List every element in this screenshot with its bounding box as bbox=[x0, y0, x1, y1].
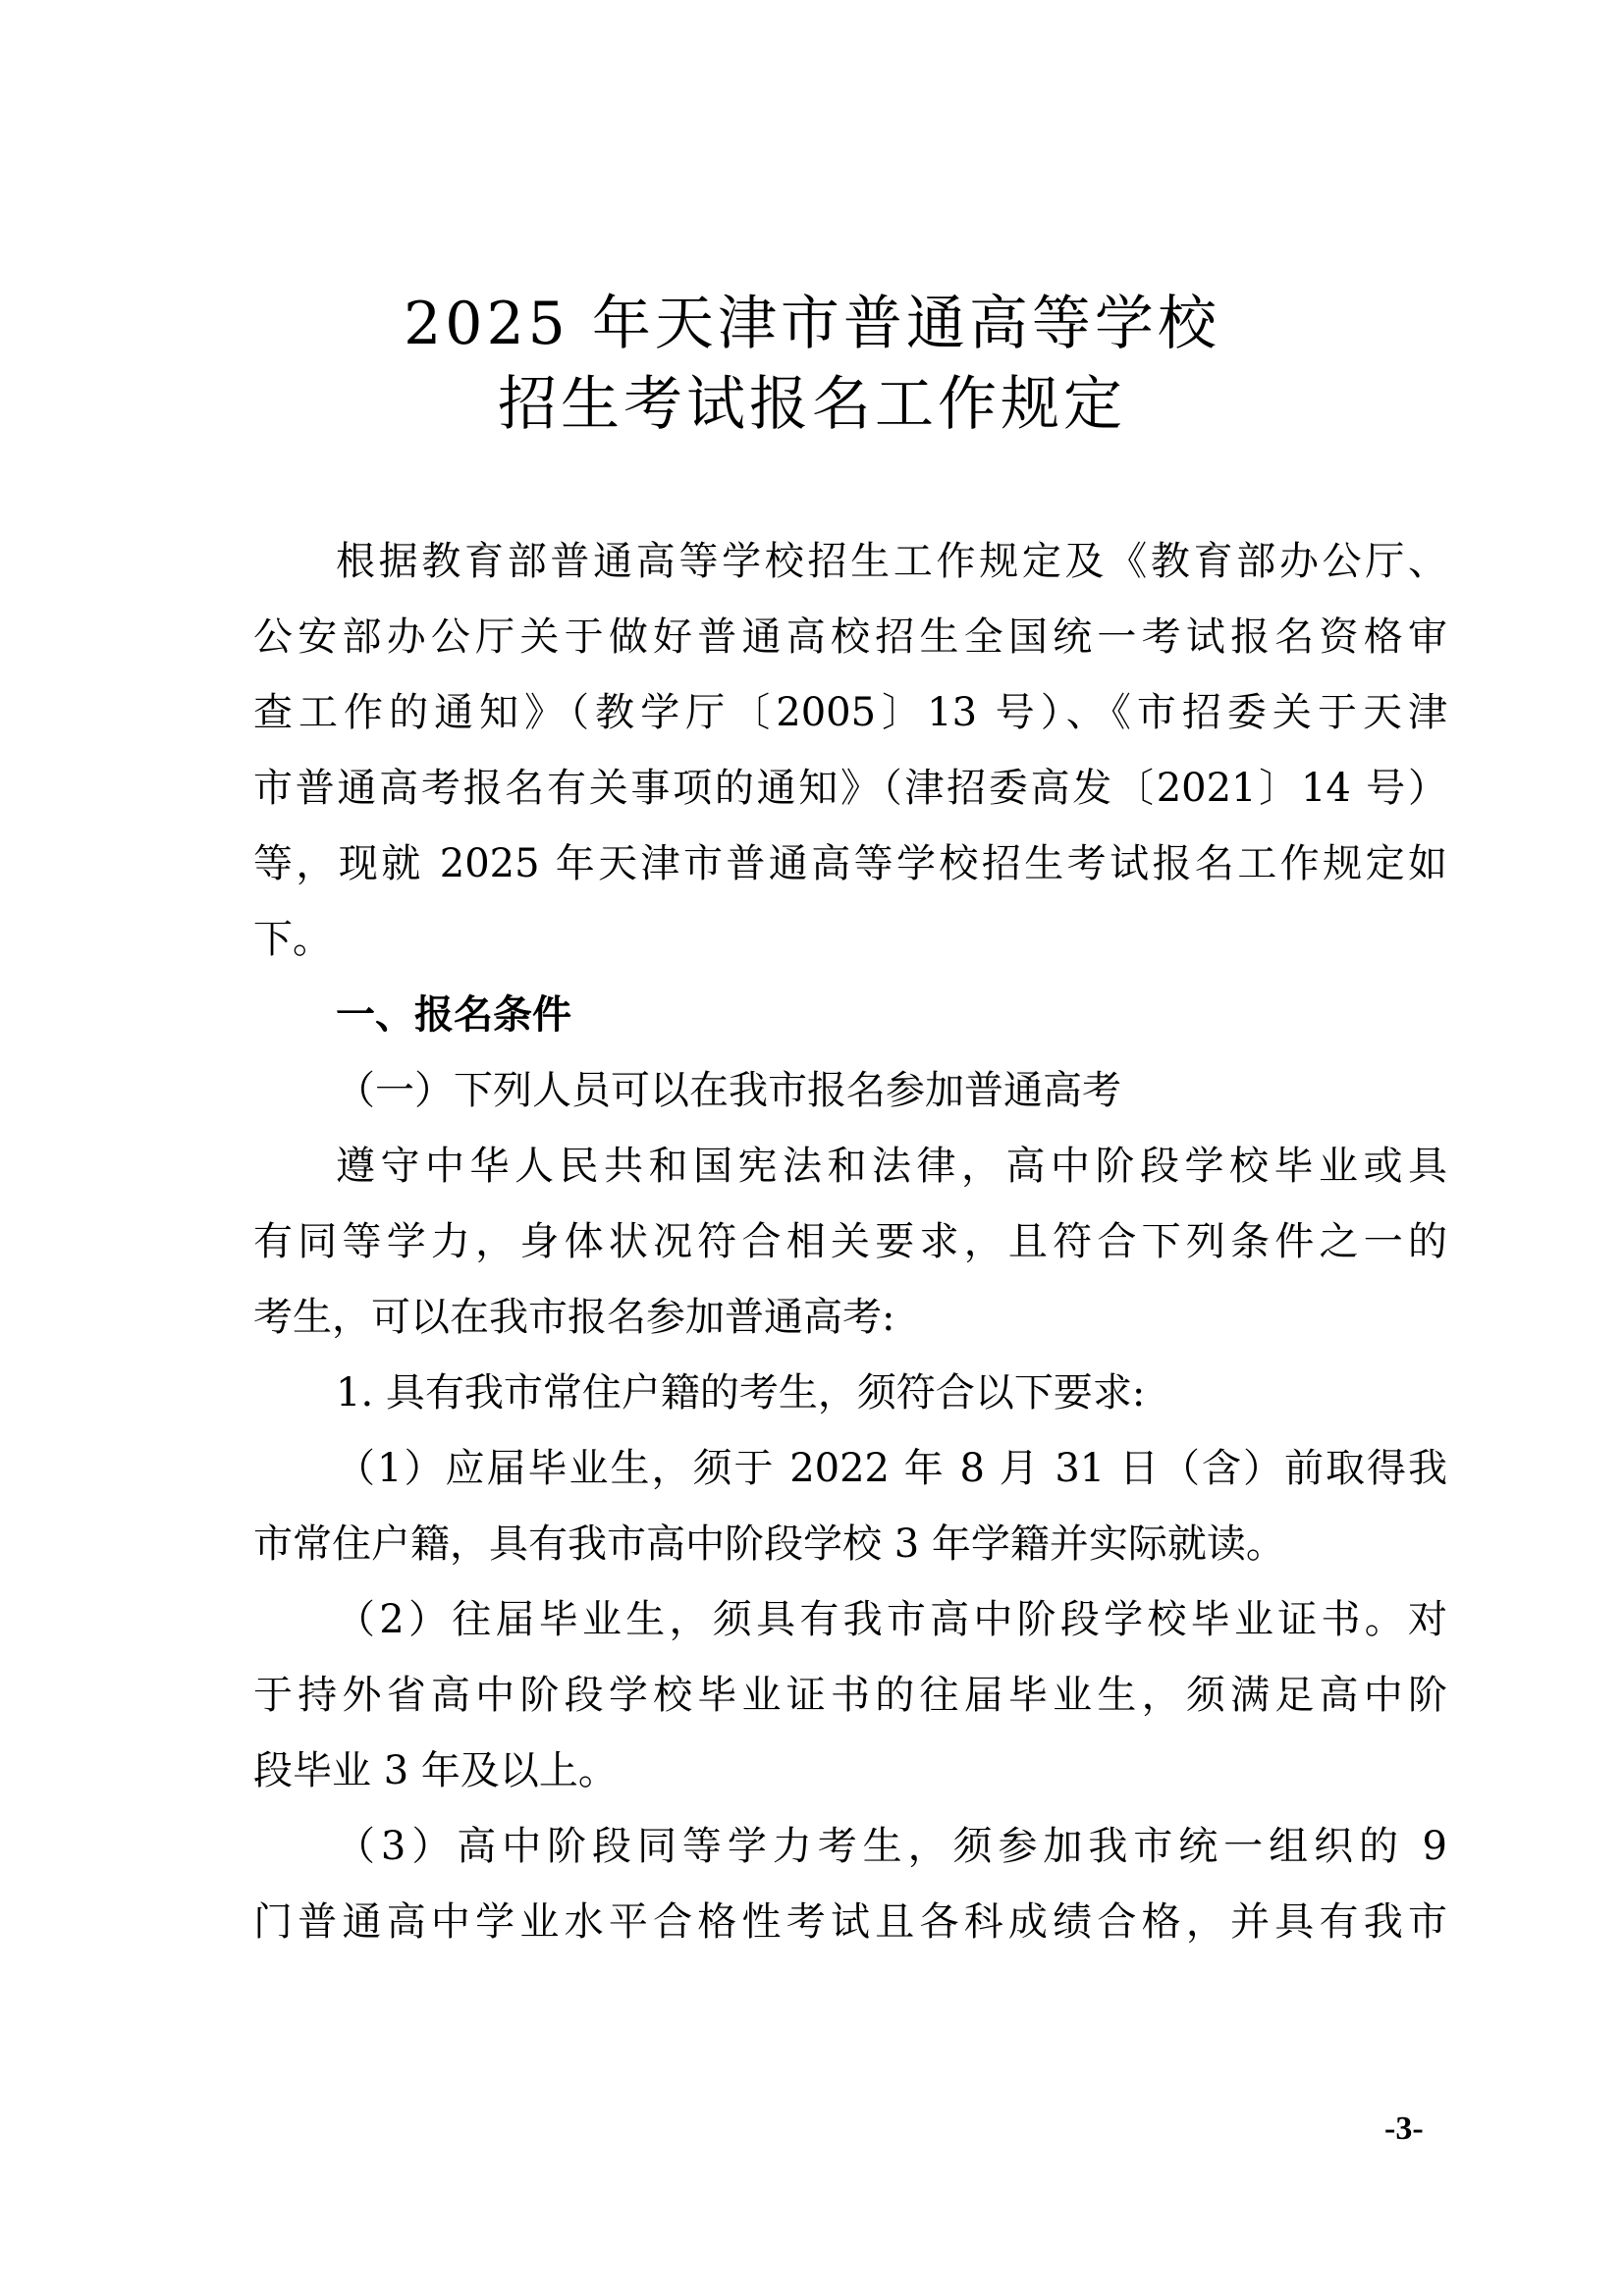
paragraph-line: 等，现就 2025 年天津市普通高等学校招生考试报名工作规定如 bbox=[253, 841, 1447, 886]
section-heading: 一、报名条件 bbox=[336, 992, 571, 1038]
paragraph-line: 门普通高中学业水平合格性考试且各科成绩合格，并具有我市 bbox=[253, 1899, 1447, 1945]
paragraph-line: 查工作的通知》（教学厅〔2005〕13 号）、《市招委关于天津 bbox=[253, 690, 1447, 735]
document-title-line-1: 2025 年天津市普通高等学校 bbox=[404, 290, 1220, 358]
paragraph-line: 市普通高考报名有关事项的通知》（津招委高发〔2021〕14 号） bbox=[253, 766, 1447, 811]
paragraph-line: 段毕业 3 年及以上。 bbox=[253, 1748, 618, 1793]
paragraph-line: 考生，可以在我市报名参加普通高考: bbox=[253, 1295, 895, 1340]
paragraph-line: 下。 bbox=[253, 917, 332, 962]
paragraph-line: 于持外省高中阶段学校毕业证书的往届毕业生，须满足高中阶 bbox=[253, 1673, 1447, 1718]
paragraph-line: 根据教育部普通高等学校招生工作规定及《教育部办公厅、 bbox=[336, 539, 1447, 584]
paragraph-line: （2）往届毕业生，须具有我市高中阶段学校毕业证书。对 bbox=[336, 1597, 1447, 1642]
paragraph-line: 市常住户籍，具有我市高中阶段学校 3 年学籍并实际就读。 bbox=[253, 1522, 1285, 1567]
paragraph-line: （1）应届毕业生，须于 2022 年 8 月 31 日（含）前取得我 bbox=[336, 1446, 1447, 1491]
document-title-line-2: 招生考试报名工作规定 bbox=[498, 370, 1126, 439]
paragraph-line: 有同等学力，身体状况符合相关要求，且符合下列条件之一的 bbox=[253, 1219, 1447, 1264]
paragraph-line: （3）高中阶段同等学力考生，须参加我市统一组织的 9 bbox=[336, 1824, 1447, 1869]
subsection-heading: （一）下列人员可以在我市报名参加普通高考 bbox=[336, 1068, 1121, 1113]
paragraph-line: 公安部办公厅关于做好普通高校招生全国统一考试报名资格审 bbox=[253, 614, 1447, 660]
list-item-heading: 1. 具有我市常住户籍的考生，须符合以下要求: bbox=[336, 1370, 1146, 1415]
page-number: -3- bbox=[1384, 2110, 1424, 2147]
paragraph-line: 遵守中华人民共和国宪法和法律，高中阶段学校毕业或具 bbox=[336, 1144, 1447, 1189]
